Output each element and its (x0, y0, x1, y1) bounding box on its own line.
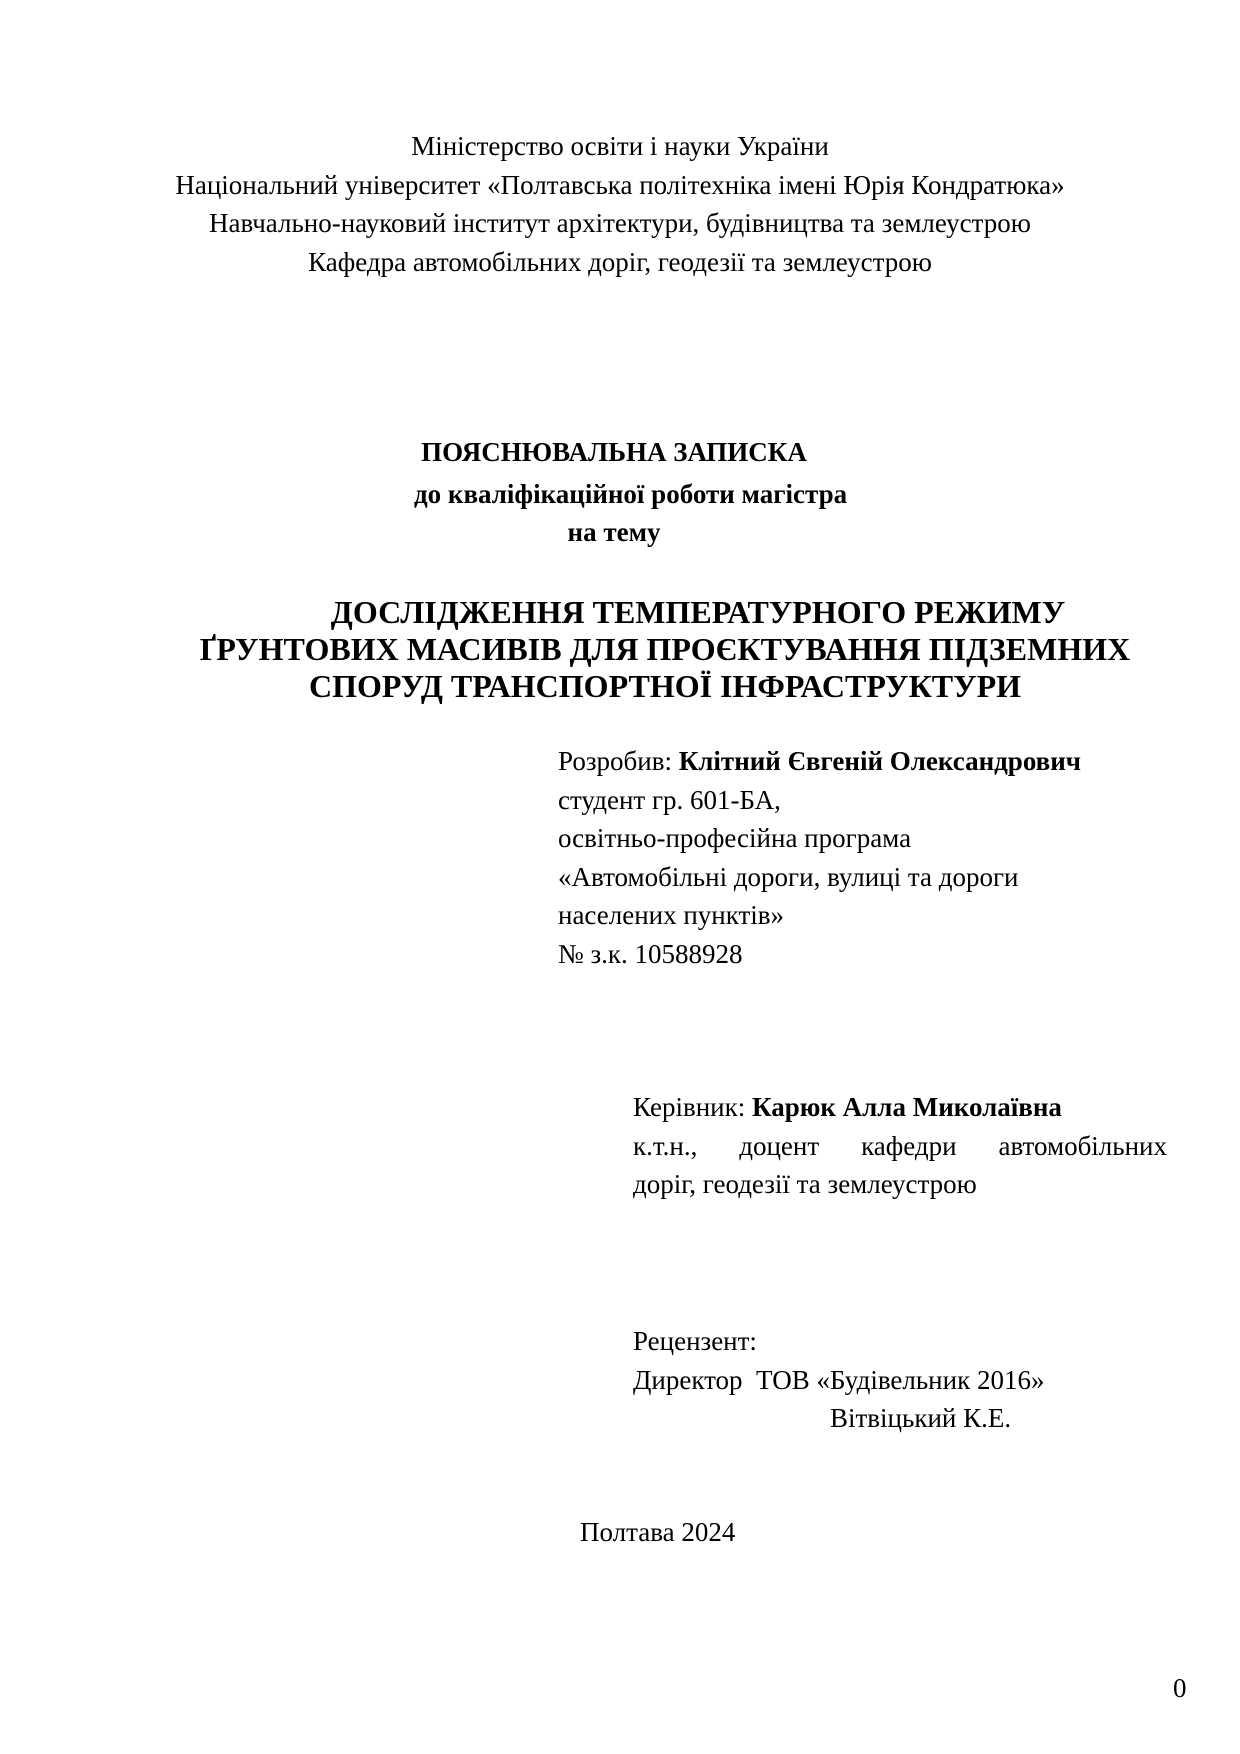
institute-line: Навчально-науковий інститут архітектури, будівництва та землеустрою (209, 208, 1031, 238)
supervisor-department: доріг, геодезії та землеустрою (633, 1169, 977, 1199)
document-type-title: ПОЯСНЮВАЛЬНА ЗАПИСКА (421, 437, 807, 467)
thesis-title-line-1: ДОСЛІДЖЕННЯ ТЕМПЕРАТУРНОГО РЕЖИМУ (330, 594, 1066, 630)
supervisor-line (633, 1094, 1062, 1121)
reviewer-position: Директор ТОВ «Будівельник 2016» (633, 1365, 1045, 1395)
author-program-name-2: населених пунктів» (558, 900, 785, 930)
author-line (558, 748, 1081, 775)
author-group: студент гр. 601-БА, (558, 785, 781, 815)
author-label: Розробив: (558, 746, 679, 776)
thesis-title-line-2: ҐРУНТОВИХ МАСИВІВ ДЛЯ ПРОЄКТУВАННЯ ПІДЗЕМНИХ (199, 631, 1131, 667)
page-number: 0 (1173, 1673, 1187, 1703)
document-type-subtitle: до кваліфікаційної роботи магістра (414, 479, 848, 509)
author-name: Клітний Євгеній Олександрович (678, 746, 1082, 776)
city-year: Полтава 2024 (580, 1517, 736, 1547)
author-program-label: освітньо-професійна програма (558, 823, 912, 853)
department-line: Кафедра автомобільних доріг, геодезії та землеустрою (308, 247, 932, 277)
author-record-book: № з.к. 10588928 (558, 939, 743, 969)
supervisor-label: Керівник: (633, 1092, 752, 1122)
university-line: Національний університет «Полтавська політехніка імені Юрія Кондратюка» (175, 170, 1065, 200)
author-program-name-1: «Автомобільні дороги, вулиці та дороги (558, 862, 1019, 892)
supervisor-title: к.т.н., доцент кафедри автомобільних (633, 1131, 1167, 1161)
reviewer-label: Рецензент: (633, 1326, 757, 1356)
topic-label: на тему (567, 517, 661, 547)
ministry-line: Міністерство освіти і науки України (411, 131, 829, 161)
thesis-title-line-3: СПОРУД ТРАНСПОРТНОЇ ІНФРАСТРУКТУРИ (308, 668, 1022, 704)
reviewer-name: Вітвіцький К.Е. (830, 1403, 1012, 1433)
supervisor-name: Карюк Алла Миколаївна (751, 1092, 1062, 1122)
